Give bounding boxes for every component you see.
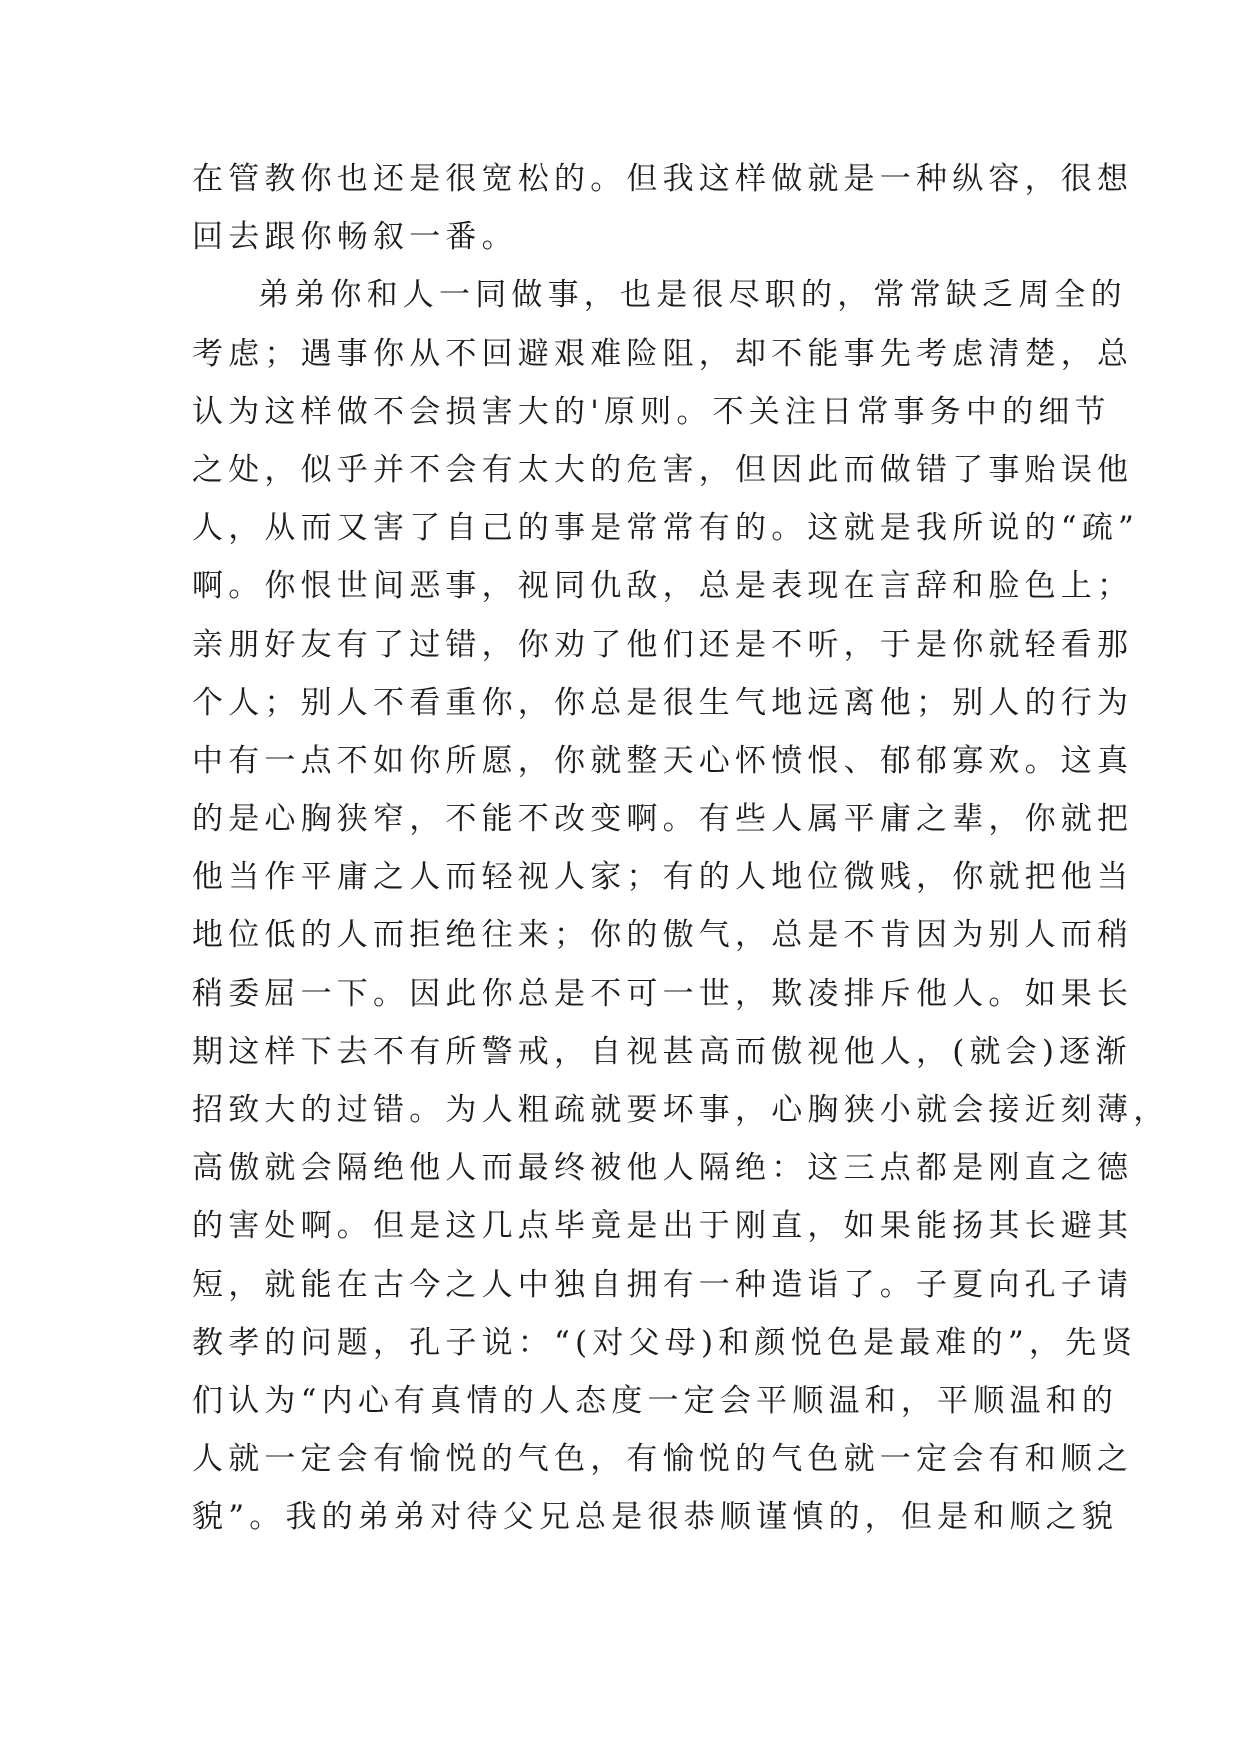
text-line: 之处，似乎并不会有太大的危害，但因此而做错了事贻误他 [192,451,1134,488]
text-line: 人就一定会有愉悦的气色，有愉悦的气色就一定会有和顺之 [192,1441,1134,1478]
text-line: 稍委屈一下。因此你总是不可一世，欺凌排斥他人。如果长 [192,975,1134,1012]
text-line: 期这样下去不有所警戒，自视甚高而傲视他人，(就会)逐渐 [192,1033,1132,1070]
text-line: 中有一点不如你所愿，你就整天心怀愤恨、郁郁寡欢。这真 [192,742,1134,779]
text-line: 人，从而又害了自己的事是常常有的。这就是我所说的“疏” [192,510,1140,547]
text-line: 们认为“内心有真情的人态度一定会平顺温和，平顺温和的 [192,1382,1119,1419]
text-line: 在管教你也还是很宽松的。但我这样做就是一种纵容，很想 [192,161,1134,197]
text-line: 认为这样做不会损害大的'原则。不关注日常事务中的细节 [192,393,1111,430]
text-line: 考虑；遇事你从不回避艰难险阻，却不能事先考虑清楚，总 [192,335,1134,372]
text-line: 招致大的过错。为人粗疏就要坏事，心胸狭小就会接近刻薄， [192,1092,1170,1128]
text-line: 回去跟你畅叙一番。 [192,219,518,256]
text-line: 亲朋好友有了过错，你劝了他们还是不听，于是你就轻看那 [192,626,1134,663]
text-line: 教孝的问题，孔子说：“(对父母)和颜悦色是最难的”，先贤 [192,1324,1138,1361]
text-line: 个人；别人不看重你，你总是很生气地远离他；别人的行为 [192,684,1134,721]
text-line: 貌”。我的弟弟对待父兄总是很恭顺谨慎的，但是和顺之貌 [192,1499,1119,1536]
text-line: 的害处啊。但是这几点毕竟是出于刚直，如果能扬其长避其 [192,1208,1134,1245]
text-line: 短，就能在古今之人中独自拥有一种造诣了。子夏向孔子请 [192,1266,1134,1303]
paragraph-first-line: 弟弟你和人一同做事，也是很尽职的，常常缺乏周全的 [258,277,1127,314]
text-line: 地位低的人而拒绝往来；你的傲气，总是不肯因为别人而稍 [192,917,1134,954]
body-text [192,150,1170,1547]
text-line: 他当作平庸之人而轻视人家；有的人地位微贱，你就把他当 [192,859,1134,896]
text-line: 的是心胸狭窄，不能不改变啊。有些人属平庸之辈，你就把 [192,801,1134,838]
text-line: 啊。你恨世间恶事，视同仇敌，总是表现在言辞和脸色上； [192,568,1134,605]
text-line: 高傲就会隔绝他人而最终被他人隔绝：这三点都是刚直之德 [192,1150,1134,1187]
